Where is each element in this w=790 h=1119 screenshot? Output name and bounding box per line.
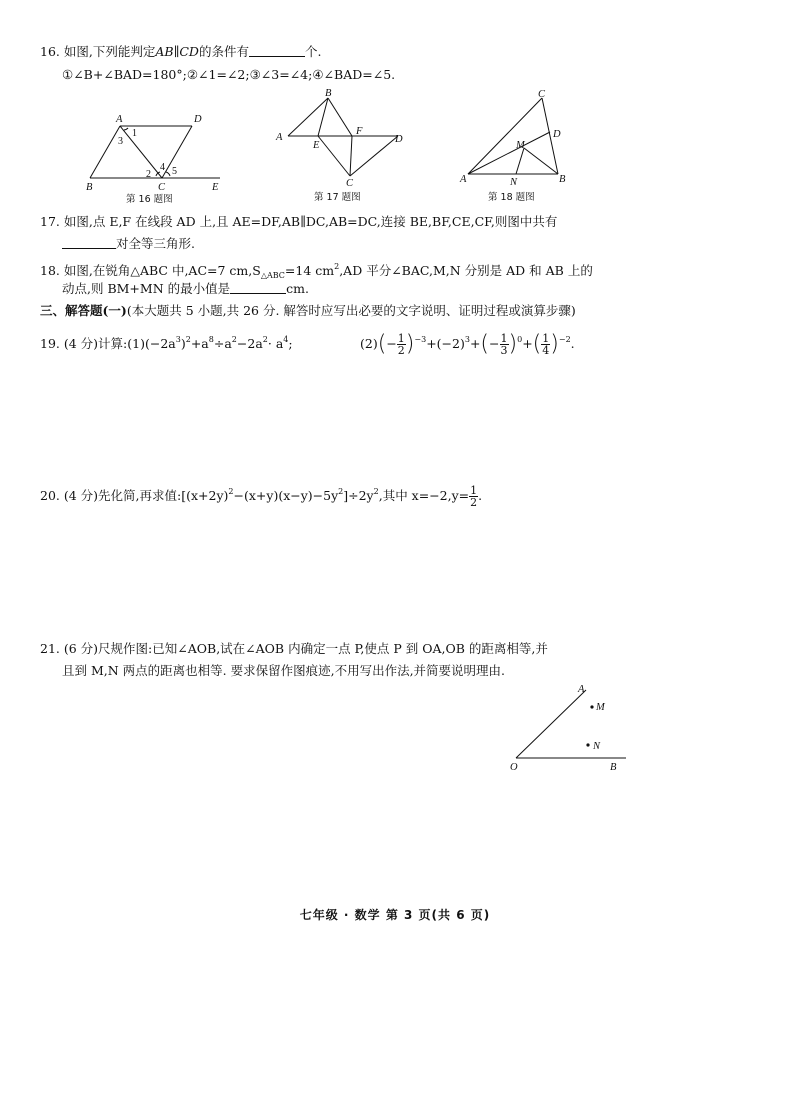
fig16-label-C: C (158, 182, 166, 193)
figure-16 (80, 86, 250, 206)
q21-line2: 且到 M,N 两点的距离也相等. 要求保留作图痕迹,不用写出作法,并简要说明理由. (62, 663, 506, 678)
fig18-caption: 第 18 题图 (488, 192, 535, 203)
fig17-label-D: D (395, 134, 403, 145)
fig16-label-D: D (194, 114, 202, 125)
fig17-caption: 第 17 题图 (314, 192, 361, 203)
q21-line1: 21. (6 分)尺规作图:已知∠AOB,试在∠AOB 内确定一点 P,使点 P 到 OA,OB 的距离相等,并 (40, 641, 548, 656)
q17-answer-blank[interactable] (62, 237, 116, 249)
q19-part2: (2)(− $\frac{1}{2}$ )$^{-3}+(-2)^3+(-$ $\frac{1}{3}$ )$^0$+( $\frac{1}{4}$ )$^{-2}$. (360, 331, 575, 357)
fig16-label-5: 5 (172, 166, 177, 177)
fig17-label-C: C (346, 178, 354, 189)
q18-line2: 动点,则 BM+MN 的最小值是 cm. (62, 281, 309, 296)
q17-line1: 17. 如图,点 E,F 在线段 AD 上,且 AE=DF,AB∥DC,AB=DC,连接 BE,BF,CE,CF,则图中共有 (40, 214, 558, 229)
fig21-label-N: N (593, 741, 601, 752)
figure-17 (268, 86, 418, 206)
fig16-label-1: 1 (132, 128, 137, 139)
section3-heading: 三、解答题(一)(本大题共 5 小题,共 26 分. 解答时应写出必要的文字说明、证明过程或演算步骤) (40, 303, 576, 318)
fig18-label-C: C (538, 89, 546, 100)
fig16-label-A: A (116, 114, 123, 125)
fig18-label-N: N (510, 177, 518, 188)
fig21-point-M (590, 705, 593, 708)
q19-line: 19. (4 分)计算$:(1)(-2a^3)^2+a^8\div a^2-2a^2\cdot a^4$; (40, 335, 293, 351)
q17-line2: 对全等三角形. (62, 236, 195, 252)
fig17-label-A: A (276, 132, 283, 143)
fig21-label-M: M (596, 702, 605, 713)
fig16-label-4: 4 (160, 162, 165, 173)
q16-conditions: ①∠B+∠BAD=180°;②∠1=∠2;③∠3=∠4;④∠BAD=∠5. (62, 67, 396, 82)
fig17-label-B: B (325, 88, 332, 99)
fig16-label-3: 3 (118, 136, 123, 147)
q16-answer-blank[interactable] (249, 45, 305, 57)
fig16-caption: 第 16 题图 (126, 194, 173, 205)
fig18-label-B: B (559, 174, 566, 185)
figure-21 (500, 676, 630, 776)
fig16-label-2: 2 (146, 169, 151, 180)
fig21-label-O: O (510, 762, 518, 773)
page-footer: 七年级 · 数学 第 3 页(共 6 页) (299, 908, 491, 922)
q18-line1: 18. 如图,在锐角△ABC 中,AC=7 $cm,S_{\triangle ABC}=14$ $cm^2,AD$ 平分∠BAC,M,N 分别是 AD 和 AB 上的 (40, 262, 593, 280)
fig18-label-A: A (460, 174, 467, 185)
fig18-label-M: M (516, 140, 525, 151)
q20-line: 20. (4 分)先化简,再求值$:[(x+2y)^2-(x+y)(x-y)-5y^2]\div 2y^2$,其中 x=−2,y= $\frac{1}{2}$ . (40, 484, 483, 509)
fig21-label-A: A (578, 684, 585, 695)
figure-18 (456, 86, 586, 206)
fig16-label-E: E (212, 182, 219, 193)
fig16-label-B: B (86, 182, 93, 193)
fig17-label-E: E (313, 140, 320, 151)
q16-line1: 16. 如图,下列能判定AB∥CD的条件有 个. (40, 44, 322, 59)
fig21-point-N (586, 743, 589, 746)
q18-answer-blank[interactable] (230, 282, 286, 294)
fig21-label-B: B (610, 762, 617, 773)
fig18-label-D: D (553, 129, 561, 140)
fig17-label-F: F (356, 126, 363, 137)
